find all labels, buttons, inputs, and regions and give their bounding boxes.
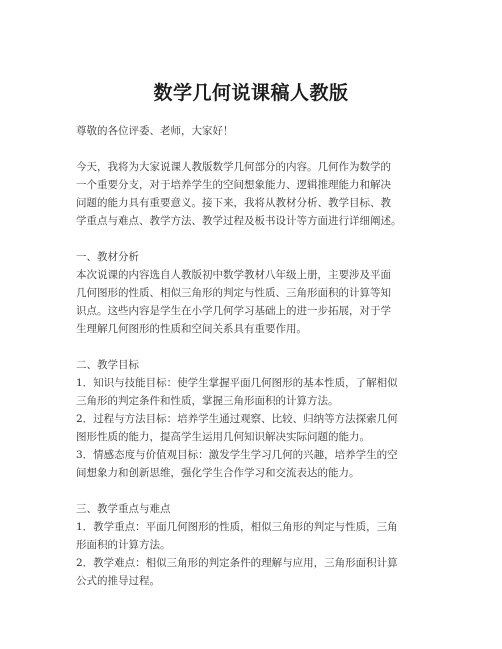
section-heading: 二、教学目标 [76,359,139,371]
text-line: 2．过程与方法目标：培养学生通过观察、比较、归纳等方法探索几何 [76,413,398,425]
text-line: 问题的能力具有重要意义。接下来，我将从教材分析、教学目标、教 [76,197,391,209]
text-line: 尊敬的各位评委、老师，大家好！ [76,125,234,137]
text-line: 图形性质的能力，提高学生运用几何知识解决实际问题的能力。 [76,431,370,443]
section-textbook-analysis [76,248,436,338]
text-line: 间想象力和创新思维，强化学生合作学习和交流表达的能力。 [76,467,360,479]
greeting-paragraph [76,122,436,140]
text-line: 学重点与难点、教学方法、教学过程及板书设计等方面进行详细阐述。 [76,215,402,227]
text-line: 识点。这些内容是学生在小学几何学习基础上的进一步拓展，对于学 [76,305,391,317]
document-title: 数学几何说课稿人教版 [153,82,349,104]
text-line: 3．情感态度与价值观目标：激发学生学习几何的兴趣，培养学生的空 [76,449,398,461]
text-line: 三角形的判定条件和性质，掌握三角形面积的计算方法。 [76,395,339,407]
text-line: 2．教学难点：相似三角形的判定条件的理解与应用，三角形面积计算 [76,557,398,569]
text-line: 1．教学重点：平面几何图形的性质，相似三角形的判定与性质，三角 [76,521,398,533]
text-line: 形面积的计算方法。 [76,539,171,551]
text-line: 今天，我将为大家说课人教版数学几何部分的内容。几何作为数学的 [76,161,391,173]
intro-paragraph [76,158,436,230]
section-heading: 一、教材分析 [76,251,139,263]
section-teaching-goals [76,356,436,482]
document-body [76,122,436,590]
section-key-points [76,500,436,590]
text-line: 公式的推导过程。 [76,575,160,587]
section-heading: 三、教学重点与难点 [76,503,171,515]
text-line: 几何图形的性质、相似三角形的判定与性质、三角形面积的计算等知 [76,287,391,299]
text-line: 1．知识与技能目标：使学生掌握平面几何图形的基本性质，了解相似 [76,377,398,389]
text-line: 一个重要分支，对于培养学生的空间想象能力、逻辑推理能力和解决 [76,179,391,191]
text-line: 生理解几何图形的性质和空间关系具有重要作用。 [76,323,307,335]
text-line: 本次说课的内容选自人教版初中数学教材八年级上册，主要涉及平面 [76,269,391,281]
